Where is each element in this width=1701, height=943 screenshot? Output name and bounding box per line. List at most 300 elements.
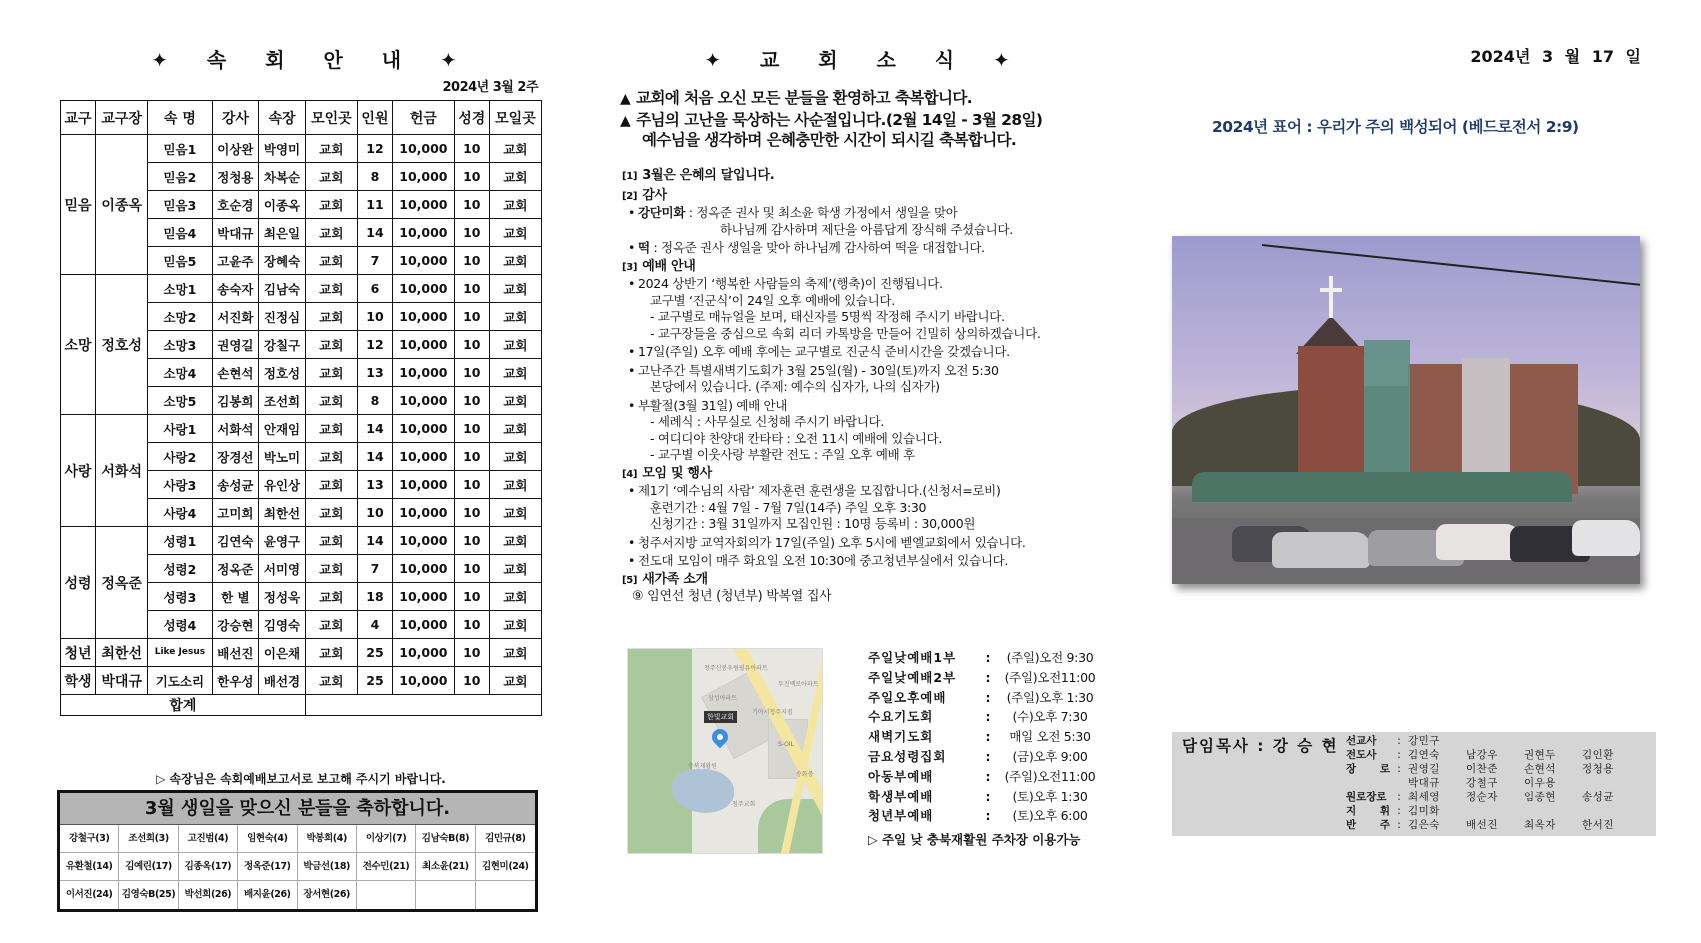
group-name-cell: 성령4 xyxy=(148,611,212,639)
staff-role: 장 로 xyxy=(1346,763,1390,775)
event-item: • 전도대 모임이 매주 화요일 오전 10:30에 중고청년부실에서 있습니다. xyxy=(622,553,1122,570)
staff-row xyxy=(1346,734,1640,748)
worship-item: • 17일(주일) 오후 예배 후에는 교구별로 진군식 준비시간을 갖겠습니다. xyxy=(622,344,1122,361)
bible-cell: 10 xyxy=(454,583,489,611)
group-leader-cell: 강칠구 xyxy=(259,331,306,359)
service-name: 주일오후예배 xyxy=(868,689,947,705)
birthday-cell: 박봉희(4) xyxy=(298,825,357,853)
service-name: 금요성령집회 xyxy=(868,748,947,764)
staff-colon: : xyxy=(1397,735,1401,747)
next-place-cell: 교회 xyxy=(489,471,541,499)
photo-car xyxy=(1436,524,1520,560)
next-place-cell: 교회 xyxy=(489,331,541,359)
header-next-place: 모일곳 xyxy=(489,101,541,135)
event-item-cont: 신청기간 : 3월 31일까지 모집인원 : 10명 등록비 : 30,000원 xyxy=(650,516,976,531)
offering-cell: 10,000 xyxy=(393,247,455,275)
next-place-cell: 교회 xyxy=(489,499,541,527)
header-district: 교구 xyxy=(61,101,96,135)
service-name: 주일낮예배1부 xyxy=(868,650,957,665)
offering-cell: 10,000 xyxy=(393,191,455,219)
map-label: 청주신봉우림필유아파트 xyxy=(704,665,768,672)
service-colon: : xyxy=(985,669,991,685)
next-place-cell: 교회 xyxy=(489,303,541,331)
photo-car xyxy=(1272,532,1370,568)
staff-name: 배선진 xyxy=(1466,819,1498,831)
birthday-cell: 유환철(14) xyxy=(60,853,119,881)
teacher-cell: 김연숙 xyxy=(212,527,259,555)
birthday-grid xyxy=(60,825,535,909)
staff-name: 한서진 xyxy=(1582,819,1614,831)
group-leader-cell: 배선경 xyxy=(259,667,306,695)
staff-name: 김미화 xyxy=(1408,805,1440,817)
birthday-cell: 김종옥(17) xyxy=(179,853,238,881)
staff-role: 지 휘 xyxy=(1346,805,1390,817)
map-label: 삼성아파트 xyxy=(708,695,737,702)
staff-name: 이찬준 xyxy=(1466,763,1498,775)
staff-name: 강민구 xyxy=(1408,735,1440,747)
section-3-heading: [3] 예배 안내 xyxy=(622,258,696,274)
service-time: (금)오후 9:00 xyxy=(1012,748,1088,764)
next-place-cell: 교회 xyxy=(489,247,541,275)
service-row xyxy=(868,727,1108,747)
staff-colon: : xyxy=(1397,763,1401,775)
teacher-cell: 권영길 xyxy=(212,331,259,359)
staff-colon xyxy=(1390,776,1408,790)
offering-cell: 10,000 xyxy=(393,667,455,695)
birthday-cell: 장서현(26) xyxy=(298,881,357,909)
staff-box xyxy=(1172,732,1656,836)
teacher-cell: 이상완 xyxy=(212,135,259,163)
group-name-cell: 성령2 xyxy=(148,555,212,583)
news-list xyxy=(622,166,1122,606)
map-park-area xyxy=(628,649,692,854)
birthday-cell: 박선희(26) xyxy=(179,881,238,909)
service-row xyxy=(868,668,1108,688)
service-row xyxy=(868,767,1108,787)
worship-subitem: - 여디디야 찬양대 칸타타 : 오전 11시 예배에 있습니다. xyxy=(650,430,942,446)
staff-role xyxy=(1346,776,1390,790)
next-place-cell: 교회 xyxy=(489,667,541,695)
attendance-cell: 10 xyxy=(357,303,392,331)
staff-colon: : xyxy=(1397,749,1401,761)
worship-subitem: - 교구별로 매뉴얼을 보며, 태신자를 5명씩 작정해 주시기 바랍니다. xyxy=(650,309,1005,324)
offering-cell: 10,000 xyxy=(393,583,455,611)
teacher-cell: 서화석 xyxy=(212,415,259,443)
next-place-cell: 교회 xyxy=(489,387,541,415)
bible-cell: 10 xyxy=(454,667,489,695)
staff-name: 최세영 xyxy=(1408,791,1440,803)
met-place-cell: 교회 xyxy=(305,275,357,303)
attendance-cell: 14 xyxy=(357,527,392,555)
table-row xyxy=(61,667,542,695)
service-row xyxy=(868,707,1108,727)
next-place-cell: 교회 xyxy=(489,415,541,443)
service-colon: : xyxy=(985,768,991,784)
offering-cell: 10,000 xyxy=(393,415,455,443)
district-leader-cell: 정옥준 xyxy=(96,527,148,639)
bible-cell: 10 xyxy=(454,303,489,331)
staff-row xyxy=(1346,748,1640,762)
worship-item-cont: 교구별 ‘진군식’이 24일 오후 예배에 있습니다. xyxy=(650,292,895,308)
total-value xyxy=(305,695,541,716)
offering-cell: 10,000 xyxy=(393,303,455,331)
table-row xyxy=(61,639,542,667)
triangle-icon: ▲ xyxy=(620,91,631,107)
headline-blessing: 예수님을 생각하며 은혜충만한 시간이 되시길 축복합니다. xyxy=(642,131,1017,149)
service-time: (주일)오전 9:30 xyxy=(1006,650,1094,665)
teacher-cell: 한우성 xyxy=(212,667,259,695)
staff-name: 김인환 xyxy=(1582,749,1614,761)
senior-pastor: 담임목사 : 강 승 현 xyxy=(1182,737,1339,755)
staff-name: 권현두 xyxy=(1524,749,1556,761)
teacher-cell: 정옥준 xyxy=(212,555,259,583)
birthday-cell: 임현숙(4) xyxy=(238,825,297,853)
attendance-cell: 14 xyxy=(357,219,392,247)
group-leader-cell: 차복순 xyxy=(259,163,306,191)
bible-cell: 10 xyxy=(454,639,489,667)
offering-cell: 10,000 xyxy=(393,611,455,639)
teacher-cell: 손현석 xyxy=(212,359,259,387)
met-place-cell: 교회 xyxy=(305,247,357,275)
staff-role: 선교사 xyxy=(1346,735,1377,747)
staff-name: 김은숙 xyxy=(1408,819,1440,831)
group-name-cell: 사랑4 xyxy=(148,499,212,527)
bible-cell: 10 xyxy=(454,219,489,247)
header-district-leader: 교구장 xyxy=(96,101,148,135)
group-leader-cell: 유인상 xyxy=(259,471,306,499)
bible-cell: 10 xyxy=(454,163,489,191)
birthday-title: 3월 생일을 맞으신 분들을 축하합니다. xyxy=(60,793,535,825)
teacher-cell: 송성균 xyxy=(212,471,259,499)
district-leader-cell: 정호성 xyxy=(96,275,148,415)
next-place-cell: 교회 xyxy=(489,191,541,219)
birthday-cell: 이상기(7) xyxy=(357,825,416,853)
bible-cell: 10 xyxy=(454,555,489,583)
map-pin-label: 한빛교회 xyxy=(704,711,737,723)
map-label: 송화중 xyxy=(796,771,814,778)
attendance-cell: 18 xyxy=(357,583,392,611)
table-row xyxy=(61,415,542,443)
staff-name: 권영길 xyxy=(1408,763,1440,775)
next-place-cell: 교회 xyxy=(489,527,541,555)
next-place-cell: 교회 xyxy=(489,219,541,247)
teacher-cell: 정청용 xyxy=(212,163,259,191)
group-name-cell: 믿음4 xyxy=(148,219,212,247)
service-time: 매일 오전 5:30 xyxy=(1009,729,1091,745)
group-leader-cell: 박노미 xyxy=(259,443,306,471)
staff-role: 원로장로 xyxy=(1346,791,1387,803)
bible-cell: 10 xyxy=(454,247,489,275)
service-schedule xyxy=(868,648,1108,848)
group-leader-cell: 김남숙 xyxy=(259,275,306,303)
group-leader-cell: 조선희 xyxy=(259,387,306,415)
met-place-cell: 교회 xyxy=(305,219,357,247)
birthday-cell: 전수민(21) xyxy=(357,853,416,881)
met-place-cell: 교회 xyxy=(305,191,357,219)
header-offering: 헌금 xyxy=(393,101,455,135)
map-label: S-OIL xyxy=(778,741,794,748)
offering-cell: 10,000 xyxy=(393,499,455,527)
district-cell: 사랑 xyxy=(61,415,96,527)
group-leader-cell: 이은채 xyxy=(259,639,306,667)
staff-name: 최옥자 xyxy=(1524,819,1556,831)
attendance-cell: 7 xyxy=(357,555,392,583)
bible-cell: 10 xyxy=(454,499,489,527)
offering-cell: 10,000 xyxy=(393,555,455,583)
service-row xyxy=(868,787,1108,807)
district-cell: 소망 xyxy=(61,275,96,415)
service-colon: : xyxy=(985,689,991,705)
birthday-cell: 정옥준(17) xyxy=(238,853,297,881)
next-place-cell: 교회 xyxy=(489,163,541,191)
district-leader-cell: 서화석 xyxy=(96,415,148,527)
headline-welcome: ▲ 교회에 처음 오신 모든 분들을 환영하고 축복합니다. xyxy=(620,89,973,107)
group-name-cell: Like Jesus xyxy=(148,639,212,667)
group-name-cell: 믿음1 xyxy=(148,135,212,163)
service-time: (주일)오전11:00 xyxy=(1004,669,1096,685)
birthday-cell xyxy=(416,881,475,909)
offering-cell: 10,000 xyxy=(393,527,455,555)
teacher-cell: 강승현 xyxy=(212,611,259,639)
teacher-cell: 장경선 xyxy=(212,443,259,471)
attendance-cell: 13 xyxy=(357,471,392,499)
bible-cell: 10 xyxy=(454,527,489,555)
worship-item: • 2024 상반기 ‘행복한 사람들의 축제’(행축)이 진행됩니다. xyxy=(622,276,1122,293)
birthday-cell xyxy=(357,881,416,909)
staff-name: 강철구 xyxy=(1466,777,1498,789)
teacher-cell: 송숙자 xyxy=(212,275,259,303)
worship-item: • 부활절(3월 31일) 예배 안내 xyxy=(622,398,1122,415)
header-teacher: 강사 xyxy=(212,101,259,135)
group-leader-cell: 안재임 xyxy=(259,415,306,443)
met-place-cell: 교회 xyxy=(305,303,357,331)
attendance-cell: 14 xyxy=(357,443,392,471)
teacher-cell: 호순경 xyxy=(212,191,259,219)
staff-name: 이우용 xyxy=(1524,777,1556,789)
staff-role: 반 주 xyxy=(1346,819,1390,831)
service-row xyxy=(868,648,1108,668)
met-place-cell: 교회 xyxy=(305,359,357,387)
met-place-cell: 교회 xyxy=(305,135,357,163)
offering-cell: 10,000 xyxy=(393,219,455,247)
next-place-cell: 교회 xyxy=(489,555,541,583)
group-leader-cell: 윤영구 xyxy=(259,527,306,555)
service-colon: : xyxy=(985,709,991,725)
attendance-cell: 11 xyxy=(357,191,392,219)
section-2-heading: [2] 감사 xyxy=(622,187,667,203)
next-place-cell: 교회 xyxy=(489,639,541,667)
header-met-place: 모인곳 xyxy=(305,101,357,135)
year-motto: 2024년 표어 : 우리가 주의 백성되어 (베드로전서 2:9) xyxy=(1212,118,1579,136)
section-4-heading: [4] 모임 및 행사 xyxy=(622,465,712,481)
met-place-cell: 교회 xyxy=(305,527,357,555)
next-place-cell: 교회 xyxy=(489,275,541,303)
district-cell: 성령 xyxy=(61,527,96,639)
group-leader-cell: 김영숙 xyxy=(259,611,306,639)
bible-cell: 10 xyxy=(454,611,489,639)
birthday-cell: 김현미(24) xyxy=(476,853,535,881)
staff-name: 김연숙 xyxy=(1408,749,1440,761)
group-name-cell: 소망2 xyxy=(148,303,212,331)
met-place-cell: 교회 xyxy=(305,387,357,415)
group-name-cell: 사랑3 xyxy=(148,471,212,499)
birthday-cell: 김예린(17) xyxy=(119,853,178,881)
table-row xyxy=(61,527,542,555)
group-name-cell: 믿음5 xyxy=(148,247,212,275)
service-name: 주일낮예배2부 xyxy=(868,669,957,685)
offering-cell: 10,000 xyxy=(393,443,455,471)
attendance-cell: 4 xyxy=(357,611,392,639)
birthday-cell: 배지윤(26) xyxy=(238,881,297,909)
met-place-cell: 교회 xyxy=(305,471,357,499)
birthday-cell: 이서진(24) xyxy=(60,881,119,909)
sokhoe-title: ✦ 속 회 안 내 ✦ xyxy=(151,48,473,72)
service-colon: : xyxy=(985,650,991,665)
attendance-cell: 10 xyxy=(357,499,392,527)
teacher-cell: 서진화 xyxy=(212,303,259,331)
birthday-cell xyxy=(476,881,535,909)
staff-role: 전도사 xyxy=(1346,749,1377,761)
birthday-cell: 김민규(8) xyxy=(476,825,535,853)
table-row xyxy=(61,135,542,163)
map-label: 두진백로아파트 xyxy=(778,681,819,688)
group-name-cell: 믿음3 xyxy=(148,191,212,219)
header-bible: 성경 xyxy=(454,101,489,135)
service-name: 청년부예배 xyxy=(868,808,934,824)
service-colon: : xyxy=(985,748,991,764)
staff-colon: : xyxy=(1397,819,1401,831)
met-place-cell: 교회 xyxy=(305,611,357,639)
district-cell: 학생 xyxy=(61,667,96,695)
group-name-cell: 소망1 xyxy=(148,275,212,303)
offering-cell: 10,000 xyxy=(393,471,455,499)
service-name: 학생부예배 xyxy=(868,788,934,804)
service-colon: : xyxy=(985,808,991,824)
teacher-cell: 고윤주 xyxy=(212,247,259,275)
event-item-cont: 훈련기간 : 4월 7일 - 7월 7일(14주) 주일 오후 3:30 xyxy=(650,499,927,515)
birthday-cell: 고진범(4) xyxy=(179,825,238,853)
photo-glass-elevator xyxy=(1364,340,1410,490)
event-item: • 청주서지방 교역자회의가 17일(주일) 오후 5시에 벧엘교회에서 있습니다. xyxy=(622,535,1122,552)
bulletin-date: 2024년 3 월 17 일 xyxy=(1470,47,1641,66)
service-colon: : xyxy=(985,729,991,745)
teacher-cell: 한 별 xyxy=(212,583,259,611)
met-place-cell: 교회 xyxy=(305,331,357,359)
bible-cell: 10 xyxy=(454,359,489,387)
staff-colon: : xyxy=(1397,805,1401,817)
news-title: ✦ 교 회 소 식 ✦ xyxy=(704,48,1026,72)
group-leader-cell: 정성욱 xyxy=(259,583,306,611)
attendance-cell: 25 xyxy=(357,639,392,667)
service-row xyxy=(868,747,1108,767)
staff-name: 정청용 xyxy=(1582,763,1614,775)
group-leader-cell: 최은일 xyxy=(259,219,306,247)
bible-cell: 10 xyxy=(454,387,489,415)
met-place-cell: 교회 xyxy=(305,639,357,667)
teacher-cell: 김봉희 xyxy=(212,387,259,415)
bible-cell: 10 xyxy=(454,275,489,303)
birthday-cell: 박금선(18) xyxy=(298,853,357,881)
worship-subitem: - 교구별 이웃사랑 부활란 전도 : 주일 오후 예배 후 xyxy=(650,447,915,462)
section-1-heading: [1] 3월은 은혜의 달입니다. xyxy=(622,168,775,183)
birthday-cell: 김남숙B(8) xyxy=(416,825,475,853)
group-name-cell: 소망4 xyxy=(148,359,212,387)
total-row xyxy=(61,695,542,716)
attendance-cell: 8 xyxy=(357,163,392,191)
attendance-cell: 8 xyxy=(357,387,392,415)
next-place-cell: 교회 xyxy=(489,135,541,163)
met-place-cell: 교회 xyxy=(305,555,357,583)
church-location-map[interactable] xyxy=(627,648,823,854)
map-label: 충북재활원 xyxy=(688,763,717,770)
offering-cell: 10,000 xyxy=(393,331,455,359)
sokhoe-body xyxy=(61,135,542,716)
district-leader-cell: 최한선 xyxy=(96,639,148,667)
service-name: 새벽기도회 xyxy=(868,729,934,745)
staff-row xyxy=(1346,790,1640,804)
service-colon: : xyxy=(985,788,991,804)
attendance-cell: 14 xyxy=(357,415,392,443)
attendance-cell: 12 xyxy=(357,331,392,359)
next-place-cell: 교회 xyxy=(489,359,541,387)
birthday-cell: 최소윤(21) xyxy=(416,853,475,881)
staff-row xyxy=(1346,818,1640,832)
birthday-box xyxy=(57,790,538,912)
met-place-cell: 교회 xyxy=(305,499,357,527)
bible-cell: 10 xyxy=(454,471,489,499)
offering-cell: 10,000 xyxy=(393,639,455,667)
teacher-cell: 박대규 xyxy=(212,219,259,247)
bible-cell: 10 xyxy=(454,331,489,359)
birthday-cell: 김영숙B(25) xyxy=(119,881,178,909)
group-leader-cell: 최한선 xyxy=(259,499,306,527)
event-item: • 제1기 ‘예수님의 사람’ 제자훈련 훈련생을 모집합니다.(신청서=로비) xyxy=(622,483,1122,500)
photo-green-canopy xyxy=(1192,472,1572,502)
group-name-cell: 사랑1 xyxy=(148,415,212,443)
thanks-flower-cont: 하나님께 감사하며 제단을 아름답게 장식해 주셨습니다. xyxy=(720,221,1013,237)
staff-name: 임종현 xyxy=(1524,791,1556,803)
offering-cell: 10,000 xyxy=(393,387,455,415)
staff-name: 박대규 xyxy=(1408,777,1440,789)
group-leader-cell: 서미영 xyxy=(259,555,306,583)
total-label: 합계 xyxy=(61,695,306,716)
bible-cell: 10 xyxy=(454,191,489,219)
teacher-cell: 고미희 xyxy=(212,499,259,527)
staff-row xyxy=(1346,804,1640,818)
teacher-cell: 배선진 xyxy=(212,639,259,667)
next-place-cell: 교회 xyxy=(489,611,541,639)
thanks-rice-cake: • 떡 : 정옥준 권사 생일을 맞아 하나님께 감사하여 떡을 대접합니다. xyxy=(622,240,1122,257)
district-cell: 청년 xyxy=(61,639,96,667)
met-place-cell: 교회 xyxy=(305,583,357,611)
group-leader-cell: 이종옥 xyxy=(259,191,306,219)
offering-cell: 10,000 xyxy=(393,359,455,387)
group-name-cell: 소망5 xyxy=(148,387,212,415)
header-attendance: 인원 xyxy=(357,101,392,135)
news-panel xyxy=(620,44,1120,604)
report-note: ▷ 속장님은 속회예배보고서로 보고해 주시기 바랍니다. xyxy=(156,772,446,786)
triangle-icon: ▲ xyxy=(620,113,631,129)
offering-cell: 10,000 xyxy=(393,163,455,191)
met-place-cell: 교회 xyxy=(305,667,357,695)
attendance-cell: 13 xyxy=(357,359,392,387)
staff-row xyxy=(1346,762,1640,776)
table-header-row xyxy=(61,101,542,135)
service-name: 수요기도회 xyxy=(868,709,934,725)
next-place-cell: 교회 xyxy=(489,583,541,611)
group-name-cell: 성령3 xyxy=(148,583,212,611)
service-time: (주일)오후 1:30 xyxy=(1006,689,1094,705)
